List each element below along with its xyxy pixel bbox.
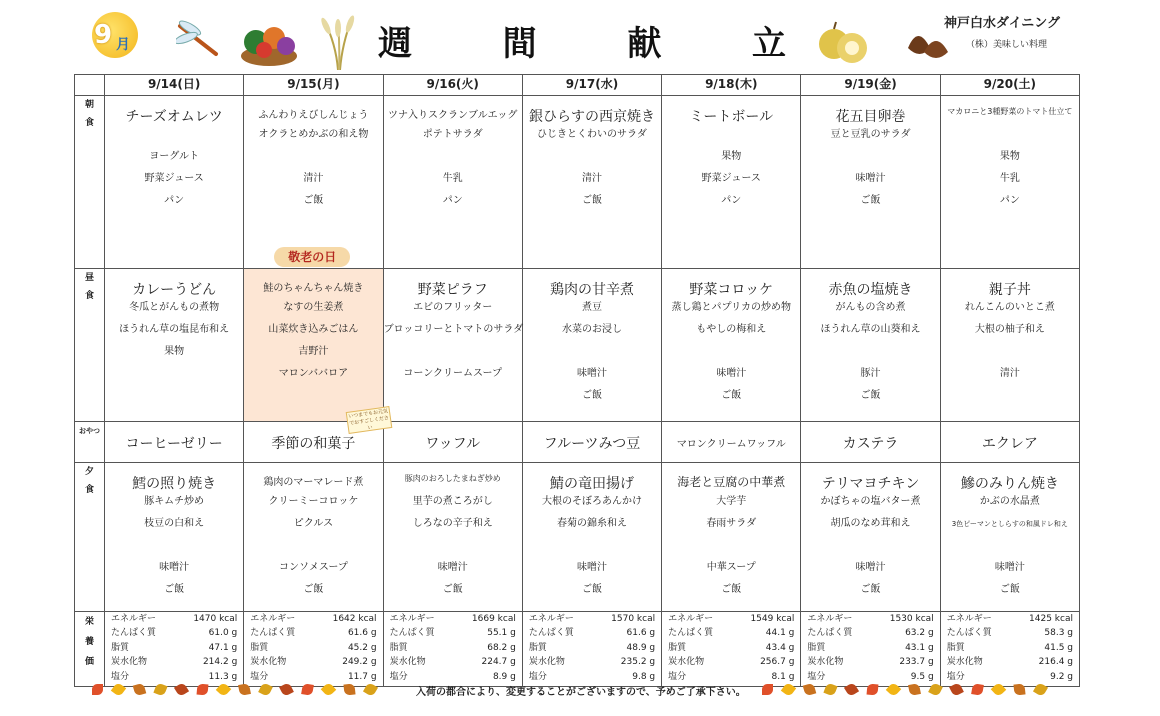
meal-cell [244, 463, 383, 612]
month-number: 9 [94, 20, 113, 50]
nutrition-line: 炭水化物 249.2 g [250, 657, 377, 668]
leaf-icon [886, 682, 902, 698]
meal-cell [383, 269, 522, 422]
side-dish: 煮豆 [581, 302, 602, 313]
snack-item: ワッフル [425, 436, 481, 452]
leaf-icon [928, 682, 943, 697]
leaf-icon [363, 682, 378, 697]
meal-cell [940, 463, 1079, 612]
side-dish: クリーミーコロッケ [268, 496, 359, 507]
side-dish: ご飯 [999, 584, 1020, 595]
side-dish: 味噌汁 [576, 562, 607, 573]
date-header: 9/19(金) [801, 75, 940, 96]
date-header: 9/16(火) [383, 75, 522, 96]
snack-cell [940, 422, 1079, 463]
side-dish: 山菜炊き込みごはん [268, 324, 359, 335]
snack-item: フルーツみつ豆 [543, 436, 641, 452]
main-dish: マカロニと3種野菜のトマト仕立て [947, 107, 1073, 116]
side-dish: 豆と豆乳のサラダ [830, 129, 911, 140]
side-dish: しろなの辛子和え [412, 518, 493, 529]
breakfast-row [75, 96, 1080, 269]
row-label-lunch: 昼 食 [75, 269, 105, 422]
main-dish: 銀ひらすの西京焼き [528, 109, 655, 125]
nutrition-cell [801, 612, 940, 687]
side-dish: なすの生姜煮 [283, 302, 344, 313]
side-dish: 吉野汁 [298, 346, 329, 357]
side-dish: 枝豆の白和え [144, 518, 205, 529]
meal-cell [940, 269, 1079, 422]
meal-cell [801, 463, 940, 612]
snack-cell [105, 422, 244, 463]
side-dish: ひじきとくわいのサラダ [537, 129, 647, 140]
nutrition-line: 塩分 8.9 g [389, 671, 516, 682]
side-dish: ご飯 [303, 195, 324, 206]
side-dish: 大学芋 [716, 496, 747, 507]
nutrition-line: 塩分 9.2 g [946, 671, 1073, 682]
leaf-icon [133, 683, 147, 697]
side-dish: 春菊の錦糸和え [556, 518, 627, 529]
nutrition-cell [383, 612, 522, 687]
snack-item: カステラ [842, 436, 899, 452]
side-dish: 果物 [721, 151, 742, 162]
vegetables-basket-icon [238, 14, 300, 68]
side-dish: パン [442, 195, 463, 206]
side-dish: 春雨サラダ [706, 518, 757, 529]
side-dish: マロンババロア [278, 368, 349, 379]
dinner-row [75, 463, 1080, 612]
side-dish: 果物 [999, 151, 1020, 162]
side-dish: れんこんのいとこ煮 [964, 302, 1055, 313]
side-dish: 牛乳 [999, 173, 1020, 184]
date-header: 9/18(木) [662, 75, 801, 96]
nutrition-line: 脂質 41.5 g [946, 642, 1073, 653]
nutrition-line: エネルギー 1425 kcal [946, 614, 1073, 624]
nutrition-line: たんぱく質 61.6 g [250, 628, 377, 639]
side-dish: ほうれん草の山葵和え [820, 324, 921, 335]
footer-notice: 入荷の都合により、変更することがございますので、予めご了承下さい。 [416, 687, 746, 698]
side-dish: 蒸し鶏とパプリカの炒め物 [671, 302, 792, 313]
row-label-breakfast: 朝 食 [75, 96, 105, 269]
company-name: （株）美味しい料理 [966, 40, 1048, 50]
lunch-row [75, 269, 1080, 422]
main-dish: テリマヨチキン [821, 476, 920, 492]
side-dish: 牛乳 [442, 173, 463, 184]
snack-cell [383, 422, 522, 463]
side-dish: 豚汁 [860, 368, 881, 379]
date-header: 9/15(月) [244, 75, 383, 96]
footer [0, 680, 1160, 700]
side-dish: 水菜のお浸し [561, 324, 622, 335]
main-dish: 鶏肉のマーマレード煮 [263, 477, 364, 488]
nutrition-line: 脂質 47.1 g [111, 642, 238, 653]
side-dish: 味噌汁 [855, 562, 886, 573]
date-header: 9/14(日) [105, 75, 244, 96]
main-dish: 鶏肉の甘辛煮 [549, 282, 634, 298]
snack-cell [662, 422, 801, 463]
side-dish: ピクルス [293, 518, 334, 529]
nutrition-line: エネルギー 1570 kcal [528, 614, 656, 624]
nutrition-line: エネルギー 1642 kcal [250, 614, 377, 624]
nutrition-cell [244, 612, 383, 687]
row-label-nutrition: 栄 養 価 [75, 612, 105, 687]
date-header: 9/17(水) [522, 75, 661, 96]
nutrition-line: エネルギー 1470 kcal [111, 614, 238, 624]
leaf-icon [153, 682, 167, 696]
date-row [75, 75, 1080, 96]
keiro-message-card: いつまでもお元気でおすごしください [345, 406, 392, 434]
leaf-icon [781, 682, 796, 697]
side-dish: ご飯 [721, 584, 742, 595]
leaf-icon [1013, 683, 1025, 695]
nutrition-line: エネルギー 1530 kcal [807, 614, 934, 624]
snack-cell [522, 422, 661, 463]
nutrition-line: 脂質 45.2 g [250, 642, 377, 653]
side-dish: ご飯 [581, 584, 602, 595]
main-dish: 鮭のちゃんちゃん焼き [263, 283, 364, 294]
main-dish: 野菜ピラフ [417, 282, 488, 298]
snack-item: マロンクリームワッフル [676, 439, 786, 450]
leaf-icon [174, 682, 189, 697]
side-dish: オクラとめかぶの和え物 [258, 129, 369, 140]
side-dish: ご飯 [860, 390, 881, 401]
nutrition-line: 脂質 43.4 g [668, 642, 795, 653]
side-dish: 清汁 [999, 368, 1020, 379]
meal-cell [662, 269, 801, 422]
nutrition-line: 脂質 43.1 g [807, 642, 934, 653]
main-dish: 野菜コロッケ [689, 282, 774, 298]
pampas-grass-icon [318, 14, 360, 70]
leaf-icon [1033, 682, 1048, 697]
leaf-icon [971, 683, 984, 696]
month-badge [92, 12, 138, 58]
nutrition-line: 炭水化物 233.7 g [807, 657, 934, 668]
side-dish: 味噌汁 [437, 562, 468, 573]
pear-icon [816, 18, 870, 66]
title-char-1: 週 [378, 24, 414, 64]
side-dish: ご飯 [860, 195, 881, 206]
leaf-icon [867, 684, 879, 696]
nutrition-line: 炭水化物 235.2 g [528, 657, 656, 668]
side-dish: コンソメスープ [279, 562, 348, 573]
date-header: 9/20(土) [940, 75, 1079, 96]
side-dish: エビのフリッター [413, 302, 493, 313]
corner-cell [75, 75, 105, 96]
leaf-icon [321, 682, 337, 698]
meal-cell [801, 269, 940, 422]
side-dish: ポテトサラダ [422, 129, 483, 140]
leaf-icon [92, 684, 103, 695]
leaf-icon [949, 682, 964, 697]
side-dish: ヨーグルト [149, 151, 199, 162]
side-dish: 胡瓜のなめ茸和え [830, 518, 911, 529]
side-dish: ほうれん草の塩昆布和え [119, 324, 230, 335]
side-dish: 大根のそぼろあんかけ [541, 496, 642, 507]
page-title [378, 16, 788, 65]
main-dish: 赤魚の塩焼き [828, 282, 913, 298]
nutrition-line: 炭水化物 256.7 g [668, 657, 795, 668]
nutrition-line: 塩分 9.8 g [528, 671, 656, 682]
main-dish: ふんわりえびしんじょう [258, 110, 369, 121]
snack-cell [801, 422, 940, 463]
side-dish: 野菜ジュース [701, 173, 761, 184]
meal-cell [662, 96, 801, 269]
side-dish: ご飯 [581, 390, 602, 401]
nutrition-line: 炭水化物 224.7 g [389, 657, 516, 668]
meal-cell [105, 463, 244, 612]
side-dish: 大根の柚子和え [974, 324, 1045, 335]
meal-cell [940, 96, 1079, 269]
nutrition-line: たんぱく質 55.1 g [389, 628, 516, 639]
nutrition-line: 塩分 11.7 g [250, 671, 377, 682]
side-dish: パン [999, 195, 1020, 206]
meal-cell [662, 463, 801, 612]
header [0, 0, 1160, 72]
side-dish: 中華スープ [706, 562, 756, 573]
snack-row [75, 422, 1080, 463]
nutrition-line: エネルギー 1549 kcal [668, 614, 795, 624]
brand-name: 神戸白水ダイニング [944, 16, 1060, 31]
nutrition-line: たんぱく質 63.2 g [807, 628, 934, 639]
main-dish: 親子丼 [988, 282, 1031, 298]
leaf-icon [301, 683, 314, 696]
leaf-icon [258, 682, 273, 697]
snack-item: コーヒーゼリー [125, 436, 223, 452]
leaf-icon [762, 684, 773, 695]
row-label-snack: おやつ [75, 422, 105, 463]
side-dish: 味噌汁 [576, 368, 607, 379]
side-dish: ブロッコリーとトマトのサラダ [383, 324, 524, 335]
nutrition-line: 塩分 11.3 g [111, 671, 238, 682]
meal-cell [522, 96, 661, 269]
main-dish: 鰺のみりん焼き [960, 476, 1059, 492]
side-dish: 味噌汁 [855, 173, 886, 184]
dragonfly-icon [176, 20, 222, 60]
nutrition-line: たんぱく質 61.6 g [528, 628, 656, 639]
side-dish: パン [164, 195, 185, 206]
keiro-no-hi-badge: 敬老の日 [274, 247, 350, 267]
leaf-icon [991, 682, 1007, 698]
leaf-icon [823, 682, 837, 696]
side-dish: コーンクリームスープ [403, 368, 502, 379]
nutrition-line: 脂質 48.9 g [528, 642, 656, 653]
month-unit: 月 [116, 37, 130, 53]
leaf-icon [238, 683, 251, 696]
leaf-icon [803, 683, 817, 697]
leaf-icon [844, 682, 859, 697]
side-dish: 豚キムチ炒め [144, 496, 204, 507]
side-dish: かぶの水晶煮 [979, 496, 1040, 507]
side-dish: ご飯 [164, 584, 185, 595]
nutrition-line: たんぱく質 61.0 g [111, 628, 238, 639]
title-char-4: 立 [751, 24, 788, 64]
nutrition-row [75, 612, 1080, 687]
main-dish: 海老と豆腐の中華煮 [677, 475, 786, 489]
leaf-icon [111, 682, 126, 697]
side-dish: もやしの梅和え [696, 324, 767, 335]
snack-cell [244, 422, 383, 463]
nutrition-line: たんぱく質 44.1 g [668, 628, 795, 639]
side-dish: ご飯 [860, 584, 881, 595]
meal-cell [522, 269, 661, 422]
leaf-icon [197, 684, 209, 696]
nutrition-cell [105, 612, 244, 687]
nutrition-cell [662, 612, 801, 687]
meal-cell [383, 96, 522, 269]
nutrition-line: たんぱく質 58.3 g [946, 628, 1073, 639]
side-dish: ご飯 [581, 195, 602, 206]
side-dish: かぼちゃの塩バター煮 [820, 496, 921, 507]
meal-cell [105, 269, 244, 422]
side-dish: 味噌汁 [994, 562, 1025, 573]
meal-cell-keiro [244, 250, 389, 432]
side-dish: がんもの含め煮 [835, 302, 906, 313]
snack-item: エクレア [981, 436, 1038, 452]
side-dish: ご飯 [721, 390, 742, 401]
title-char-3: 献 [627, 24, 664, 64]
side-dish: 清汁 [303, 173, 324, 184]
weekly-menu-table [74, 74, 1080, 687]
leaf-icon [279, 682, 294, 697]
row-label-dinner: 夕 食 [75, 463, 105, 612]
main-dish: 鯖の竜田揚げ [549, 476, 634, 492]
side-dish: ご飯 [303, 584, 324, 595]
side-dish: 清汁 [581, 173, 602, 184]
main-dish: ミートボール [689, 109, 774, 125]
side-dish: 3色ピーマンとしらすの和風ドレ和え [951, 520, 1068, 528]
nutrition-line: 塩分 9.5 g [807, 671, 934, 682]
main-dish: チーズオムレツ [125, 109, 223, 125]
main-dish: ツナ入りスクランブルエッグ [388, 110, 518, 121]
main-dish: 豚肉のおろしたまねぎ炒め [404, 474, 501, 483]
snack-item: 季節の和菓子 [271, 436, 356, 452]
side-dish: 野菜ジュース [144, 173, 204, 184]
meal-cell [383, 463, 522, 612]
meal-cell [801, 96, 940, 269]
meal-cell [244, 96, 383, 269]
leaf-icon [908, 683, 921, 696]
side-dish: 味噌汁 [716, 368, 747, 379]
main-dish: 花五目卵巻 [835, 109, 906, 125]
leaf-icon [216, 682, 232, 698]
side-dish: 里芋の煮ころがし [412, 496, 493, 507]
main-dish: カレーうどん [132, 282, 217, 298]
meal-cell [522, 463, 661, 612]
nutrition-cell [522, 612, 661, 687]
side-dish: 味噌汁 [159, 562, 190, 573]
leaf-icon [343, 683, 355, 695]
nutrition-cell [940, 612, 1079, 687]
nutrition-line: エネルギー 1669 kcal [389, 614, 516, 624]
side-dish: パン [721, 195, 742, 206]
main-dish: 鱈の照り焼き [132, 476, 217, 492]
side-dish: 冬瓜とがんもの煮物 [129, 302, 220, 313]
nutrition-line: 炭水化物 216.4 g [946, 657, 1073, 668]
title-char-2: 間 [502, 24, 539, 64]
nutrition-line: 塩分 8.1 g [668, 671, 795, 682]
nutrition-line: 炭水化物 214.2 g [111, 657, 238, 668]
side-dish: 果物 [164, 346, 185, 357]
nutrition-line: 脂質 68.2 g [389, 642, 516, 653]
side-dish: ご飯 [442, 584, 463, 595]
meal-cell [105, 96, 244, 269]
